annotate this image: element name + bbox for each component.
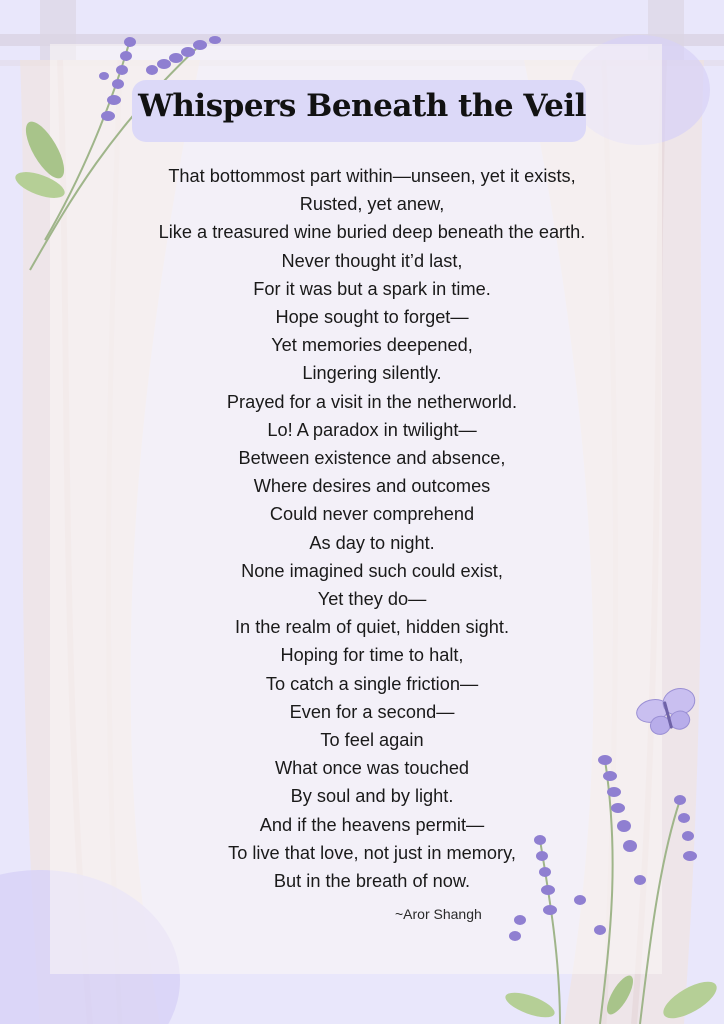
poem-line: Between existence and absence, — [238, 448, 506, 469]
poem-line: To feel again — [320, 730, 424, 751]
poem-line: Even for a second— — [289, 701, 455, 722]
poem-line: Like a treasured wine buried deep beneath the earth. — [158, 222, 586, 243]
poem-line: Where desires and outcomes — [253, 476, 491, 497]
poem-body — [100, 162, 644, 895]
poem-line: Yet memories deepened, — [271, 335, 473, 356]
poem-line: What once was touched — [274, 758, 470, 779]
poem-line: Lingering silently. — [302, 363, 442, 384]
poem-title: Whispers Beneath the Veil — [138, 88, 586, 124]
poem-line: Yet they do— — [317, 589, 427, 610]
poem-line: That bottommost part within—unseen, yet it exists, — [168, 166, 576, 186]
poem-line: Hope sought to forget— — [275, 307, 469, 328]
poem-line: Lo! A paradox in twilight— — [267, 419, 477, 440]
poem-line: And if the heavens permit— — [259, 814, 485, 835]
poem-line: Never thought it’d last, — [281, 250, 463, 271]
poem-line: To catch a single friction— — [265, 673, 479, 694]
poem-line: As day to night. — [309, 532, 435, 553]
poem-line: Rusted, yet anew, — [299, 194, 445, 215]
poem-line: Hoping for time to halt, — [280, 645, 464, 666]
poem-line: But in the breath of now. — [273, 871, 471, 892]
poem-line: For it was but a spark in time. — [253, 278, 491, 299]
poem-line: To live that love, not just in memory, — [228, 842, 516, 863]
poem-line: By soul and by light. — [290, 786, 454, 807]
poem-line: Could never comprehend — [269, 504, 475, 525]
poem-line: Prayed for a visit in the netherworld. — [226, 391, 518, 412]
poem-line: None imagined such could exist, — [241, 560, 503, 581]
poem-line: In the realm of quiet, hidden sight. — [235, 617, 509, 638]
poem-author: ~Aror Shangh — [395, 906, 482, 922]
